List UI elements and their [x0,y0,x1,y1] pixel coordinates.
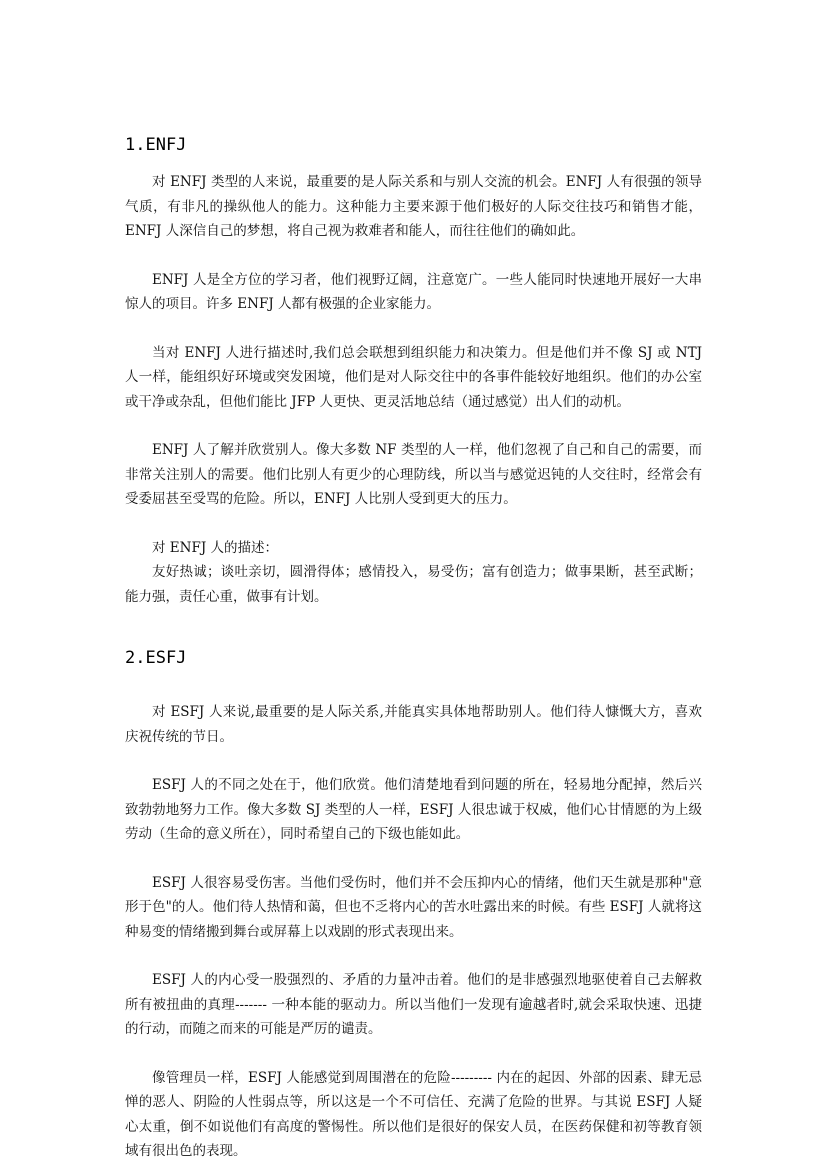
paragraph: 对 ENFJ 人的描述： [152,539,279,556]
paragraph: 当对 ENFJ 人进行描述时,我们总会联想到组织能力和决策力。但是他们并不像 SJ 或 NTJ 人一样，能组织好环境或突发困境，他们是对人际交往中的各事件能较好地组织。他们的办公室或干净或杂乱，但他们能比 JFP 人更快、更灵活地总结（通过感觉）出人们的动机。 [125,344,702,410]
paragraph: ESFJ 人很容易受伤害。当他们受伤时，他们并不会压抑内心的情绪，他们天生就是那种"意形于色"的人。他们待人热情和蔼，但也不乏将内心的苦水吐露出来的时候。有些 ESFJ 人就将这种易变的情绪搬到舞台或屏幕上以戏剧的形式表现出来。 [125,874,702,940]
paragraph: 友好热诚；谈吐亲切，圆滑得体；感情投入，易受伤；富有创造力；做事果断，甚至武断；能力强，责任心重，做事有计划。 [125,564,702,605]
paragraph: 像管理员一样，ESFJ 人能感觉到周围潜在的危险--------- 内在的起因、外部的因素、肆无忌惮的恶人、阴险的人性弱点等，所以这是一个不可信任、充满了危险的世界。与其说 ESFJ 人疑心太重，倒不如说他们有高度的警惕性。所以他们是很好的保安人员，在医药保健和初等教育领域有很出色的表现。 [125,1069,702,1159]
paragraph: ESFJ 人的不同之处在于，他们欣赏。他们清楚地看到问题的所在，轻易地分配掉，然后兴致勃勃地努力工作。像大多数 SJ 类型的人一样，ESFJ 人很忠诚于权威，他们心甘情愿的为上级劳动（生命的意义所在），同时希望自己的下级也能如此。 [125,777,702,842]
paragraph: ENFJ 人是全方位的学习者，他们视野辽阔，注意宽广。一些人能同时快速地开展好一大串惊人的项目。许多 ENFJ 人都有极强的企业家能力。 [125,271,702,312]
paragraph: ENFJ 人了解并欣赏别人。像大多数 NF 类型的人一样，他们忽视了自己和自己的需要，而非常关注别人的需要。他们比别人有更少的心理防线，所以当与感觉迟钝的人交往时，经常会有受委屈甚至受骂的危险。所以，ENFJ 人比别人受到更大的压力。 [125,442,702,507]
section-esfj [125,641,702,1164]
paragraph: ESFJ 人的内心受一股强烈的、矛盾的力量冲击着。他们的是非感强烈地驱使着自己去解救所有被扭曲的真理------- 一种本能的驱动力。所以当他们一发现有逾越者时,就会采取快速、迅捷的行动，而随之而来的可能是严厉的谴责。 [125,972,702,1037]
paragraph: 对 ESFJ 人来说,最重要的是人际关系,并能真实具体地帮助别人。他们待人慷慨大方，喜欢庆祝传统的节日。 [125,704,702,745]
section-heading-esfj: 2.ESFJ [125,648,187,668]
document-content [125,128,702,1164]
section-enfj [125,128,702,609]
paragraph: 对 ENFJ 类型的人来说，最重要的是人际关系和与别人交流的机会。ENFJ 人有很强的领导气质，有非凡的操纵他人的能力。这种能力主要来源于他们极好的人际交往技巧和销售才能，ENFJ 人深信自己的梦想，将自己视为救难者和能人，而往往他们的确如此。 [125,174,702,239]
section-heading-enfj: 1.ENFJ [125,135,187,155]
